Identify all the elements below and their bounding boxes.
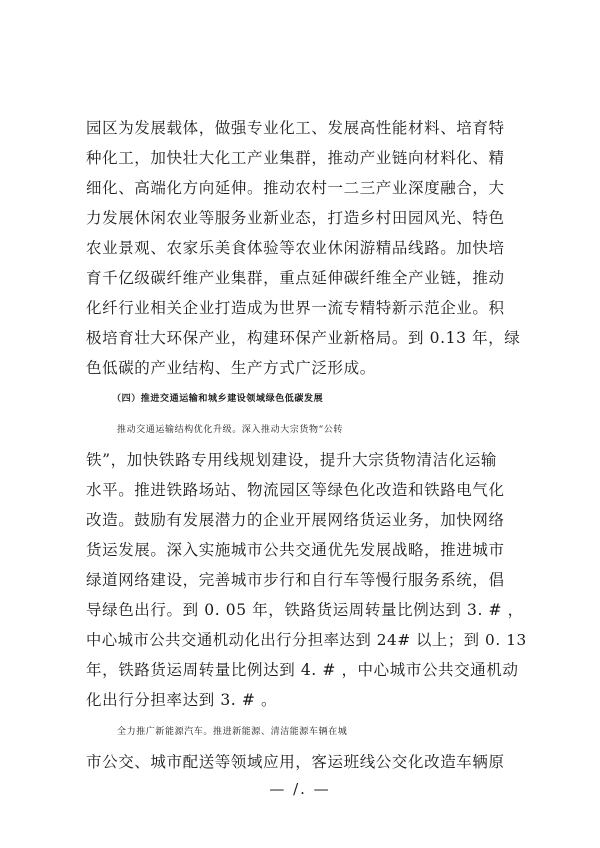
body-text-line: 化出行分担率达到 3. # 。 — [86, 691, 278, 709]
body-text-line: 改造。鼓励有发展潜力的企业开展网络货运业务，加快网络 — [86, 511, 505, 529]
body-text-line: 园区为发展载体，做强专业化工、发展高性能材料、培育特 — [86, 119, 505, 137]
body-text-line: 力发展休闲农业等服务业新业态，打造乡村田园风光、特色 — [86, 209, 505, 227]
body-text-line: 育千亿级碳纤维产业集群，重点延伸碳纤维全产业链，推动 — [86, 269, 505, 287]
body-text-line: 导绿色出行。到 0. 05 年，铁路货运周转量比例达到 3. # ， — [86, 601, 524, 619]
page-number: — /. — — [269, 780, 331, 798]
body-text-line: 细化、高端化方向延伸。推动农村一二三产业深度融合，大 — [86, 179, 505, 197]
section-heading: （四）推进交通运输和城乡建设领域绿色低碳发展 — [112, 394, 324, 404]
body-text-line: 化纤行业相关企业打造成为世界一流专精特新示范企业。积 — [86, 299, 505, 317]
body-text-line: 全力推广新能源汽车。推进新能源、清洁能源车辆在城 — [117, 727, 348, 737]
body-text-line: 铁”，加快铁路专用线规划建设，提升大宗货物清洁化运输 — [86, 451, 498, 469]
body-text-line: 推动交通运输结构优化升级。深入推动大宗货物“公转 — [117, 425, 344, 435]
body-text-line: 年，铁路货运周转量比例达到 4. # ，中心城市公共交通机动 — [86, 661, 519, 679]
body-text-line: 货运发展。深入实施城市公共交通优先发展战略，推进城市 — [86, 541, 505, 559]
body-text-line: 农业景观、农家乐美食体验等农业休闲游精品线路。加快培 — [86, 239, 505, 257]
body-text-line: 市公交、城市配送等领域应用，客运班线公交化改造车辆原 — [86, 753, 505, 771]
body-text-line: 水平。推进铁路场站、物流园区等绿色化改造和铁路电气化 — [86, 481, 505, 499]
body-text-line: 中心城市公共交通机动化出行分担率达到 24# 以上；到 0. 13 — [86, 631, 527, 649]
body-text-line: 种化工，加快壮大化工产业集群，推动产业链向材料化、精 — [86, 149, 505, 167]
body-text-line: 色低碳的产业结构、生产方式广泛形成。 — [86, 359, 376, 377]
body-text-line: 绿道网络建设，完善城市步行和自行车等慢行服务系统，倡 — [86, 571, 505, 589]
body-text-line: 极培育壮大环保产业，构建环保产业新格局。到 0.13 年，绿 — [86, 329, 521, 347]
